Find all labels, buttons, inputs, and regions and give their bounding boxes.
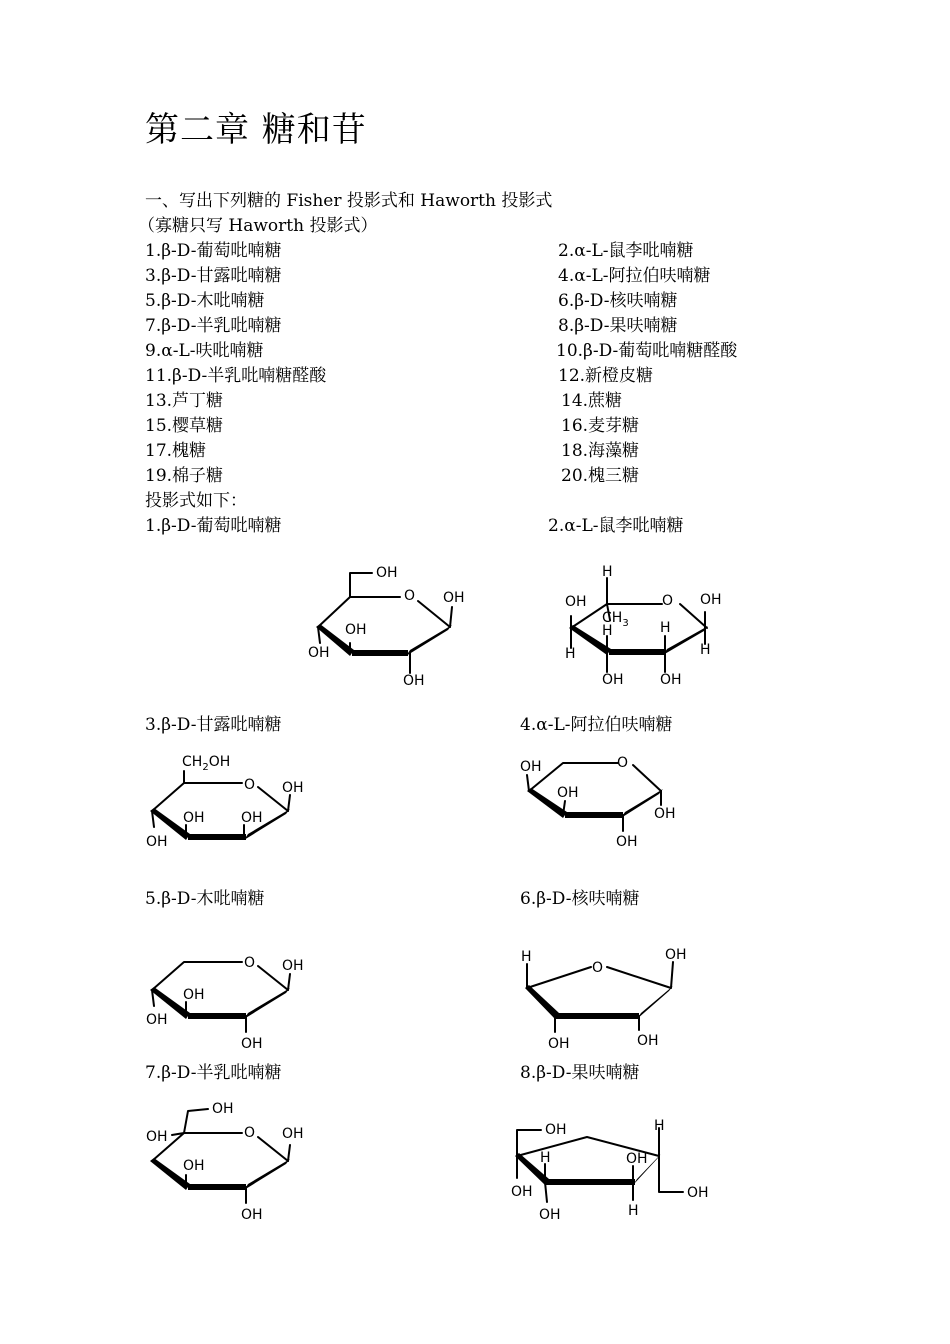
mannopyranose-structure: [140, 745, 320, 865]
list-item: 7.β-D-半乳吡喃糖: [145, 316, 282, 336]
fructofuranose-structure: [505, 1110, 725, 1235]
arabinofuranose-structure: [515, 745, 690, 865]
list-item: 5.β-D-木吡喃糖: [145, 291, 265, 311]
rhamnopyranose-structure: [555, 560, 735, 695]
atom-label: OH: [241, 810, 263, 826]
atom-label: OH: [654, 806, 676, 822]
list-item: 14.蔗糖: [561, 391, 623, 411]
atom-label: H: [602, 623, 613, 639]
atom-label: OH: [626, 1151, 648, 1167]
list-item: 1.β-D-葡萄吡喃糖: [145, 241, 282, 261]
xylopyranose-structure: [140, 940, 320, 1060]
list-item: 20.槐三糖: [561, 466, 640, 486]
atom-label: OH: [616, 834, 638, 850]
atom-label: OH: [557, 785, 579, 801]
atom-label: OH: [548, 1036, 570, 1052]
structure-label: 5.β-D-木吡喃糖: [145, 889, 265, 909]
structure-label: 7.β-D-半乳吡喃糖: [145, 1063, 282, 1083]
list-item: 11.β-D-半乳吡喃糖醛酸: [145, 366, 327, 386]
atom-label: OH: [212, 1101, 234, 1117]
atom-label: OH: [602, 672, 624, 688]
ring-oxygen-label: O: [244, 777, 256, 793]
list-item: 12.新橙皮糖: [558, 366, 654, 386]
atom-label: OH: [511, 1184, 533, 1200]
atom-label: OH: [183, 987, 205, 1003]
atom-label: OH: [665, 947, 687, 963]
list-item: 10.β-D-葡萄吡喃糖醛酸: [556, 341, 738, 361]
structure-label: 1.β-D-葡萄吡喃糖: [145, 516, 282, 536]
hydroxymethyl-label: $CH_2OH$: [182, 754, 231, 773]
list-item: 18.海藻糖: [561, 441, 640, 461]
ring-oxygen-label: O: [662, 593, 674, 609]
atom-label: OH: [183, 810, 205, 826]
ring-oxygen-label: O: [617, 755, 629, 771]
ring-oxygen-label: O: [404, 588, 416, 604]
atom-label: OH: [183, 1158, 205, 1174]
atom-label: H: [521, 949, 532, 965]
atom-label: OH: [539, 1207, 561, 1223]
atom-label: OH: [565, 594, 587, 610]
atom-label: H: [628, 1203, 639, 1219]
glucopyranose-structure: [300, 555, 480, 695]
galactopyranose-structure: [140, 1095, 320, 1225]
atom-label: OH: [282, 780, 304, 796]
list-item: 6.β-D-核呋喃糖: [558, 291, 678, 311]
atom-label: OH: [345, 622, 367, 638]
atom-label: H: [565, 646, 576, 662]
atom-label: H: [700, 642, 711, 658]
atom-label: OH: [146, 834, 168, 850]
atom-label: OH: [241, 1036, 263, 1052]
instruction: 一、写出下列糖的 Fisher 投影式和 Haworth 投影式: [145, 191, 553, 211]
structure-label: 2.α-L-鼠李吡喃糖: [548, 516, 684, 536]
atom-label: OH: [687, 1185, 709, 1201]
list-item: 3.β-D-甘露吡喃糖: [145, 266, 282, 286]
structure-label: 8.β-D-果呋喃糖: [520, 1063, 640, 1083]
list-item: 8.β-D-果呋喃糖: [558, 316, 678, 336]
methyl-label: $CH_3$: [602, 610, 629, 629]
list-item: 2.α-L-鼠李吡喃糖: [558, 241, 694, 261]
atom-label: H: [660, 620, 671, 636]
atom-label: OH: [146, 1129, 168, 1145]
ring-oxygen-label: O: [592, 960, 604, 976]
atom-label: H: [602, 564, 613, 580]
page-title: 第二章 糖和苷: [145, 110, 367, 150]
structure-label: 6.β-D-核呋喃糖: [520, 889, 640, 909]
projection-heading: 投影式如下：: [145, 491, 247, 511]
atom-label: OH: [282, 1126, 304, 1142]
list-item: 16.麦芽糖: [561, 416, 640, 436]
list-item: 4.α-L-阿拉伯呋喃糖: [558, 266, 711, 286]
atom-label: OH: [637, 1033, 659, 1049]
list-item: 17.槐糖: [145, 441, 207, 461]
structure-label: 3.β-D-甘露吡喃糖: [145, 715, 282, 735]
list-item: 13.芦丁糖: [145, 391, 224, 411]
atom-label: OH: [146, 1012, 168, 1028]
atom-label: OH: [545, 1122, 567, 1138]
ring-oxygen-label: O: [244, 1125, 256, 1141]
atom-label: OH: [403, 673, 425, 689]
list-item: 19.棉子糖: [145, 466, 224, 486]
atom-label: H: [540, 1150, 551, 1166]
atom-label: OH: [376, 565, 398, 581]
atom-label: H: [654, 1118, 665, 1134]
atom-label: OH: [282, 958, 304, 974]
ring-oxygen-label: O: [244, 955, 256, 971]
atom-label: OH: [660, 672, 682, 688]
ribofuranose-structure: [515, 940, 695, 1060]
atom-label: OH: [241, 1207, 263, 1223]
atom-label: OH: [308, 645, 330, 661]
atom-label: OH: [443, 590, 465, 606]
atom-label: OH: [520, 759, 542, 775]
list-item: 15.樱草糖: [145, 416, 224, 436]
structure-label: 4.α-L-阿拉伯呋喃糖: [520, 715, 673, 735]
instruction-note: （寡糖只写 Haworth 投影式）: [138, 216, 378, 236]
atom-label: OH: [700, 592, 722, 608]
list-item: 9.α-L-呋吡喃糖: [145, 341, 264, 361]
